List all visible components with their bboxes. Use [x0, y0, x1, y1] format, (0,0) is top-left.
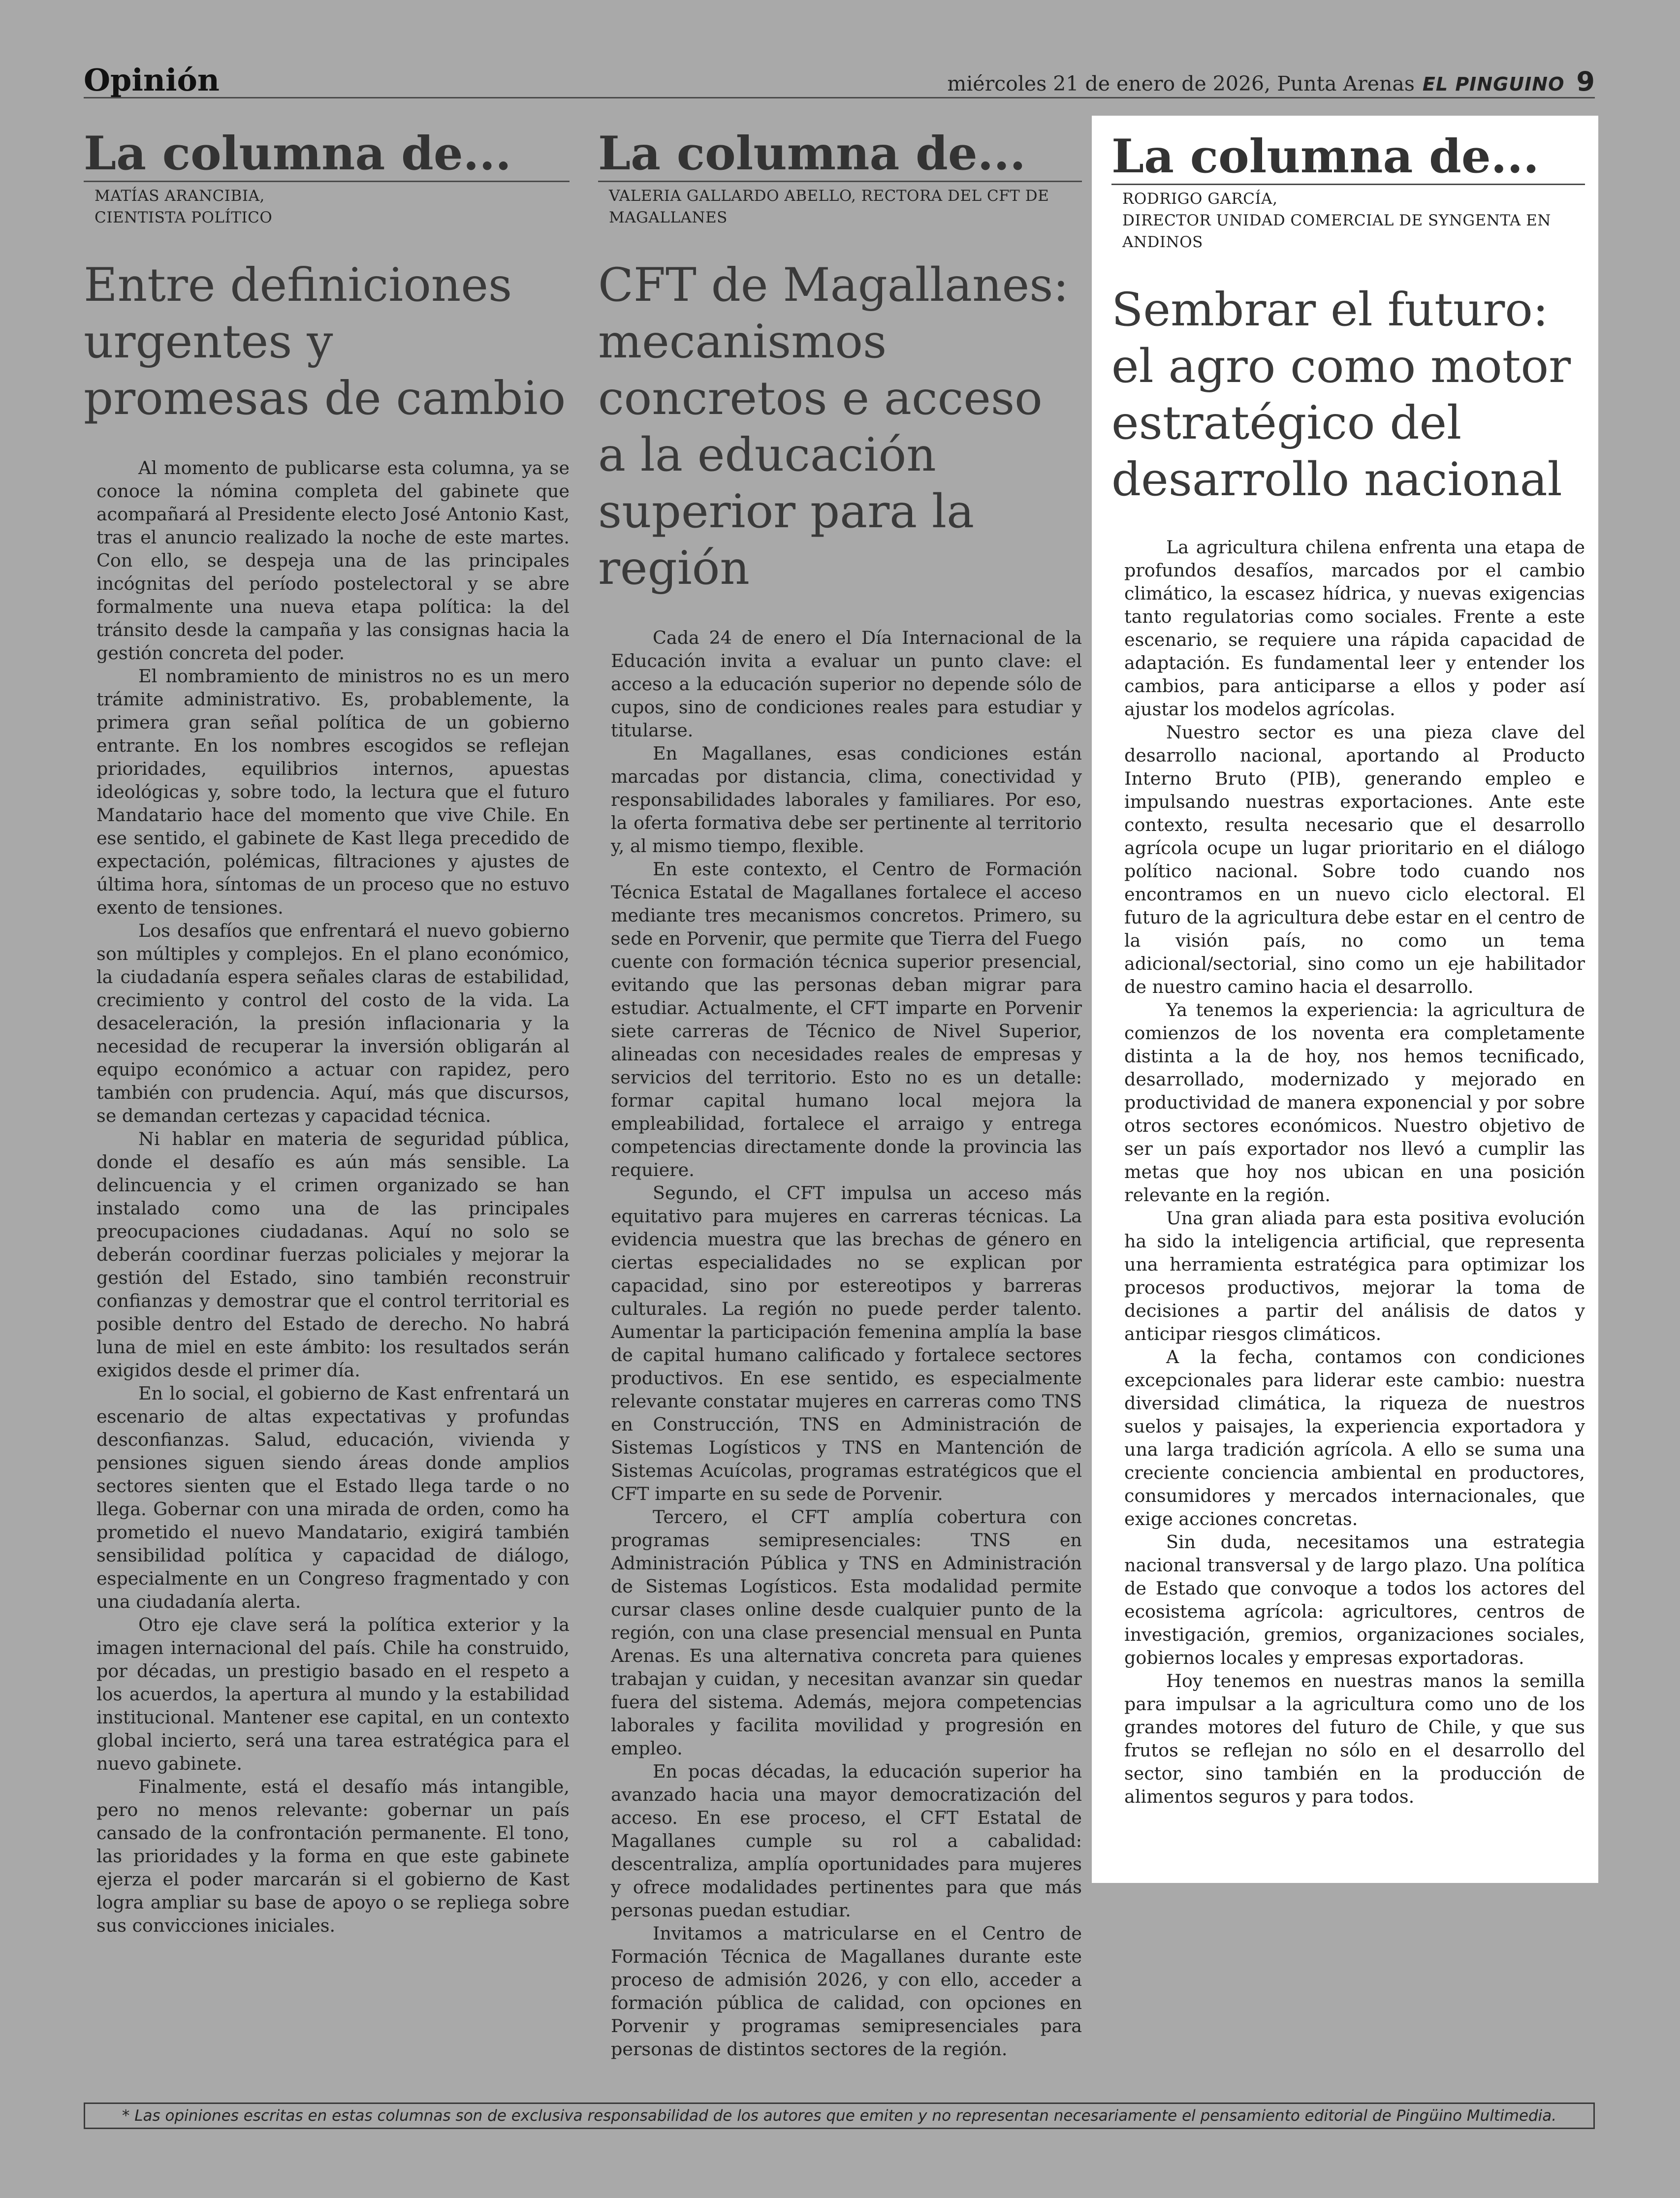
author-name: VALERIA GALLARDO ABELLO, RECTORA DEL CFT DE [609, 187, 1049, 205]
column-3 [1092, 116, 1598, 1883]
article-paragraph: Al momento de publicarse esta columna, ya se conoce la nómina completa del gabinete que acompañará al Presidente electo José Antonio Kast, tras el anuncio realizado la noche de este martes. Con ello, se despeja una de las principales incógnitas del período postelectoral y se abre formalmente una nueva etapa política: la del tránsito desde la campaña y las consignas hacia la gestión concreta del poder. [96, 457, 570, 664]
column-1 [84, 116, 570, 1937]
article-paragraph: Sin duda, necesitamos una estrategia nacional transversal y de largo plazo. Una política de Estado que convoque a todos los actores del ecosistema agrícola: agricultores, centros de investigación, gremios, organizaciones sociales, gobiernos locales y empresas exportadoras. [1124, 1531, 1585, 1668]
article-headline: CFT de Magallanes: mecanismos concretos e acceso a la educación superior para la región [598, 258, 1069, 595]
article-paragraph: Segundo, el CFT impulsa un acceso más equitativo para mujeres en carreras técnicas. La evidencia muestra que las brechas de género en ciertas especialidades no se explican por capacidad, sino por estereotipos y barreras culturales. La región no puede perder talento. Aumentar la participación femenina amplía la base de capital humano calificado y fortalece sectores productivos. En ese sentido, es especialmente relevante constatar mujeres en carreras como TNS en Construcción, TNS en Administración de Sistemas Logísticos y TNS en Mantención de Sistemas Acuícolas, programas estratégicos que el CFT imparte en su sede de Porvenir. [611, 1182, 1082, 1504]
article-paragraph: A la fecha, contamos con condiciones excepcionales para liderar este cambio: nuestra diversidad climática, la riqueza de nuestros suelos y paisajes, la experiencia exportadora y una larga tradición agrícola. A ello se suma una creciente conciencia ambiental en productores, consumidores y mercados internacionales, que exige acciones concretas. [1124, 1346, 1585, 1529]
article-paragraph: Otro eje clave será la política exterior y la imagen internacional del país. Chile ha construido, por décadas, un prestigio basado en el respeto a los acuerdos, la apertura al mundo y la estabilidad institucional. Mantener ese capital, en un contexto global incierto, será una tarea estratégica para el nuevo gabinete. [96, 1614, 570, 1774]
article-body [611, 626, 1082, 2061]
article-paragraph: En este contexto, el Centro de Formación Técnica Estatal de Magallanes fortalece el acceso mediante tres mecanismos concretos. Primero, su sede en Porvenir, que permite que Tierra del Fuego cuente con formación técnica superior presencial, evitando que las personas deban migrar para estudiar. Actualmente, el CFT imparte en Porvenir siete carreras de Técnico de Nivel Superior, alineadas con necesidades reales de empresas y servicios del territorio. Esto no es un detalle: formar capital humano local mejora la empleabilidad, fortalece el arraigo y entrega competencias directamente donde la provincia las requiere. [611, 859, 1082, 1180]
author-name: MATÍAS ARANCIBIA, [95, 187, 265, 205]
author-role: CIENTISTA POLÍTICO [95, 209, 273, 226]
author-role: MAGALLANES [609, 209, 728, 226]
article-paragraph: Nuestro sector es una pieza clave del desarrollo nacional, aportando al Producto Interno Bruto (PIB), generando empleo e impulsando nuestras exportaciones. Ante este contexto, resulta necesario que el desarrollo agrícola ocupe un lugar prioritario en el diálogo político nacional. Sobre todo cuando nos encontramos en un nuevo ciclo electoral. El futuro de la agricultura debe estar en el centro de la visión país, no como un tema adicional/sectorial, sino como un eje habilitador de nuestro camino hacia el desarrollo. [1124, 722, 1585, 997]
article-headline: Entre definiciones urgentes y promesas de cambio [84, 258, 566, 425]
column-kicker: La columna de... [84, 116, 570, 182]
article-paragraph: El nombramiento de ministros no es un mero trámite administrativo. Es, probablemente, la primera gran señal política de un gobierno entrante. En los nombres escogidos se reflejan prioridades, equilibrios internos, apuestas ideológicas y, sobre todo, la lectura que el futuro Mandatario hace del momento que vive Chile. En ese sentido, el gabinete de Kast llega precedido de expectación, polémicas, filtraciones y ajustes de última hora, síntomas de un proceso que no estuvo exento de tensiones. [96, 666, 570, 918]
article-paragraph: Una gran aliada para esta positiva evolución ha sido la inteligencia artificial, que representa una herramienta estratégica para optimizar los procesos productivos, mejorar la toma de decisiones a partir del análisis de datos y anticipar riesgos climáticos. [1124, 1208, 1585, 1344]
article-paragraph: Finalmente, está el desafío más intangible, pero no menos relevante: gobernar un país cansado de la confrontación permanente. El tono, las prioridades y la forma en que este gabinete ejerza el poder marcarán si el gobierno de Kast logra ampliar su base de apoyo o se repliega sobre sus convicciones iniciales. [96, 1776, 570, 1936]
issue-date: miércoles 21 de enero de 2026, Punta Arenas [947, 72, 1415, 96]
article-paragraph: Ya tenemos la experiencia: la agricultura de comienzos de los noventa era completamente distinta a la de hoy, nos hemos tecnificado, desarrollado, modernizado y mejorado en productividad de manera exponencial y por sobre otros sectores económicos. Nuestro objetivo de ser un país exportador nos llevó a cumplir las metas que hoy nos ubican en una posición relevante en la región. [1124, 999, 1585, 1206]
author-name: RODRIGO GARCÍA, [1122, 190, 1278, 208]
article-paragraph: En Magallanes, esas condiciones están marcadas por distancia, clima, conectividad y responsabilidades laborales y familiares. Por eso, la oferta formativa debe ser pertinente al territorio y, al mismo tiempo, flexible. [611, 743, 1082, 857]
page-number: 9 [1576, 66, 1595, 97]
column-kicker: La columna de... [598, 116, 1082, 182]
column-2 [598, 116, 1082, 2061]
author-line [1122, 188, 1585, 253]
article-paragraph: Tercero, el CFT amplía cobertura con programas semipresenciales: TNS en Administración Pública y TNS en Administración de Sistemas Logísticos. Esta modalidad permite cursar clases online desde cualquier punto de la región, con una clase presencial mensual en Punta Arenas. Es una alternativa concreta para quienes trabajan y cuidan, y necesitan avanzar sin quedar fuera del sistema. Además, mejora competencias laborales y facilita movilidad y progresión en empleo. [611, 1506, 1082, 1759]
footer-disclaimer: * Las opiniones escritas en estas columnas son de exclusiva responsabilidad de los autores que emiten y no representan necesariamente el pensamiento editorial de Pingüino Multimedia. [84, 2102, 1595, 2129]
article-body [1124, 536, 1585, 1808]
article-headline: Sembrar el futuro: el agro como motor estratégico del desarrollo nacional [1111, 283, 1571, 507]
author-line [609, 185, 1082, 228]
column-kicker: La columna de... [1111, 133, 1585, 185]
author-role: DIRECTOR UNIDAD COMERCIAL DE SYNGENTA EN ANDINOS [1122, 212, 1551, 251]
header-meta [947, 66, 1595, 97]
article-body [96, 456, 570, 1937]
newspaper-logo: EL PINGUINO [1422, 73, 1565, 95]
page-header [84, 62, 1595, 98]
article-paragraph: La agricultura chilena enfrenta una etapa de profundos desafíos, marcados por el cambio climático, la escasez hídrica, y nuevas exigencias tanto regulatorias como sociales. Frente a este escenario, se requiere una rápida capacidad de adaptación. Es fundamental leer y entender los cambios, para anticiparse a ellos y poder así ajustar los modelos agrícolas. [1124, 537, 1585, 720]
article-paragraph: Ni hablar en materia de seguridad pública, donde el desafío es aún más sensible. La delincuencia y el crimen organizado se han instalado como una de las principales preocupaciones ciudadanas. Aquí no solo se deberán coordinar fuerzas policiales y mejorar la gestión del Estado, sino también reconstruir confianzas y demostrar que el control territorial es posible dentro del Estado de derecho. No habrá luna de miel en este ámbito: los resultados serán exigidos desde el primer día. [96, 1128, 570, 1381]
article-paragraph: Hoy tenemos en nuestras manos la semilla para impulsar a la agricultura como uno de los grandes motores del futuro de Chile, y que sus frutos se reflejan no sólo en el desarrollo del sector, sino también en la producción de alimentos seguros y para todos. [1124, 1670, 1585, 1807]
article-paragraph: Invitamos a matricularse en el Centro de Formación Técnica de Magallanes durante este proceso de admisión 2026, y con ello, acceder a formación pública de calidad, con opciones en Porvenir y programas semipresenciales para personas de distintos sectores de la región. [611, 1923, 1082, 2060]
section-label: Opinión [84, 62, 220, 98]
article-paragraph: Los desafíos que enfrentará el nuevo gobierno son múltiples y complejos. En el plano económico, la ciudadanía espera señales claras de estabilidad, crecimiento y control del costo de la vida. La desaceleración, la presión inflacionaria y la necesidad de recuperar la inversión obligarán al equipo económico a actuar con rapidez, pero también con prudencia. Aquí, más que discursos, se demandan certezas y capacidad técnica. [96, 920, 570, 1126]
author-line [95, 185, 570, 228]
article-paragraph: Cada 24 de enero el Día Internacional de la Educación invita a evaluar un punto clave: el acceso a la educación superior no depende sólo de cupos, sino de condiciones reales para estudiar y titularse. [611, 627, 1082, 741]
article-paragraph: En lo social, el gobierno de Kast enfrentará un escenario de altas expectativas y profundas desconfianzas. Salud, educación, vivienda y pensiones siguen siendo áreas donde amplios sectores sienten que el Estado llega tarde o no llega. Gobernar con una mirada de orden, como ha prometido el nuevo Mandatario, exigirá también sensibilidad política y capacidad de diálogo, especialmente en un Congreso fragmentado y con una ciudadanía alerta. [96, 1383, 570, 1612]
article-paragraph: En pocas décadas, la educación superior ha avanzado hacia una mayor democratización del acceso. En ese proceso, el CFT Estatal de Magallanes cumple su rol a cabalidad: descentraliza, amplía oportunidades para mujeres y ofrece modalidades pertinentes para que más personas puedan estudiar. [611, 1761, 1082, 1921]
